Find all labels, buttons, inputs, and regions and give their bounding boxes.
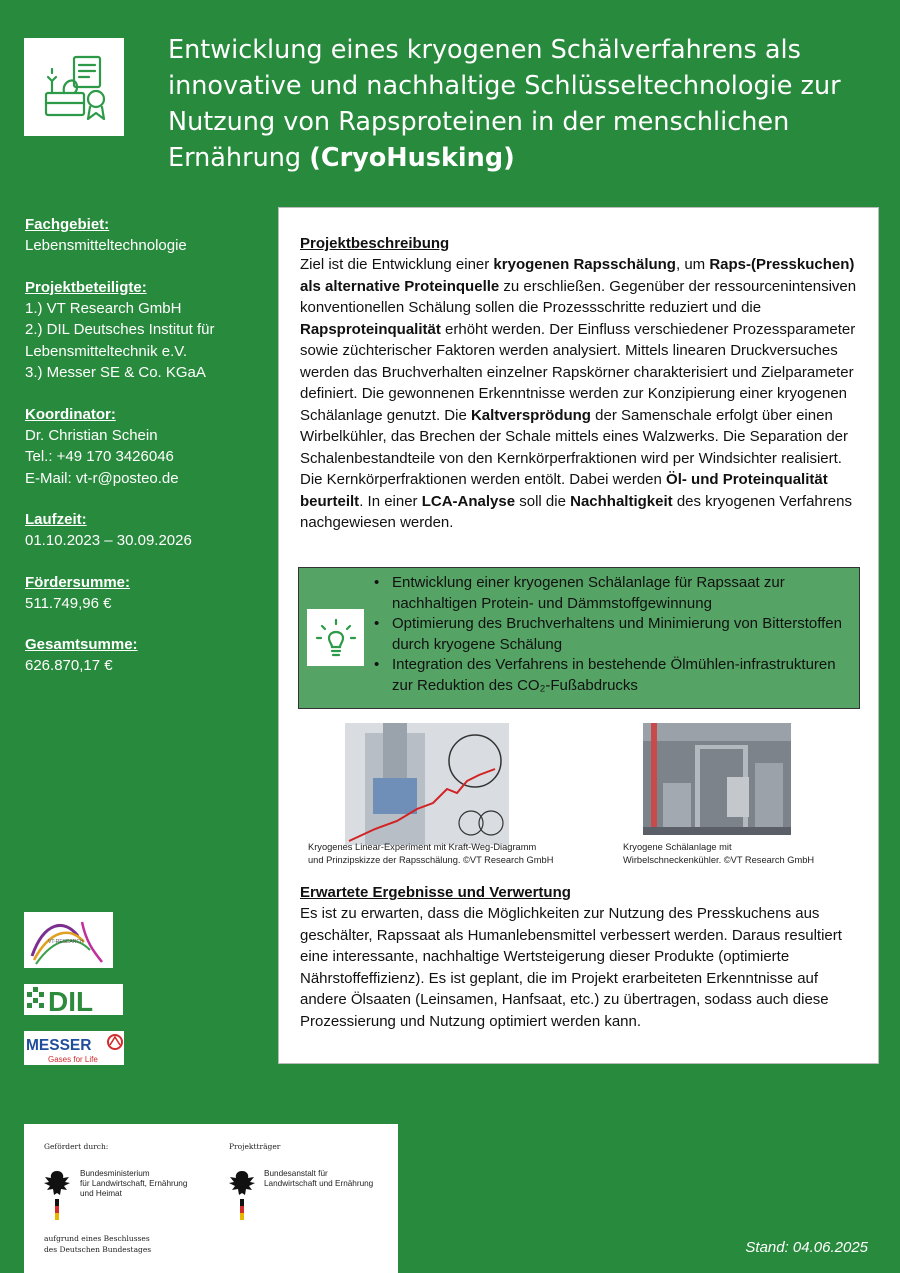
- agency-line: Bundesanstalt für: [264, 1169, 328, 1178]
- desc-fragment: erhöht werden. Der Einfluss verschiedener Prozessparameter sowie züchterischer Faktoren werden analysiert. Mittels linearen Druckversuches werden das Bruchverhalten einzelner Rapskörner charakterisiert und Zielparameter definiert. Die gewonnenen Erkenntnisse werden zur Konzipierung einer kryogenen Schälanlage genutzt. Die: [300, 320, 856, 424]
- foerdersumme-title: Fördersumme:: [25, 573, 131, 591]
- figure-caption-1: [308, 841, 608, 866]
- desc-bold: Kaltversprödung: [470, 406, 591, 424]
- ministry-line: und Heimat: [80, 1189, 122, 1198]
- caption-line: Wirbelschneckenkühler. ©VT Research GmbH: [623, 854, 815, 865]
- description-text: [300, 254, 862, 534]
- vt-logo-text: VT-RESEARCH: [48, 939, 84, 945]
- main-content-panel: [278, 207, 879, 1064]
- desc-bold: Nachhaltigkeit: [570, 492, 673, 510]
- goal-item: • Integration des Verfahrens in bestehende Ölmühlen-infrastrukturen zur Reduktion des CO₂-Fußabdrucks: [374, 655, 854, 696]
- desc-bold: kryogenen Rapsschälung: [493, 256, 676, 273]
- caption-line: und Prinzipskizze der Rapsschälung. ©VT Research GmbH: [308, 854, 554, 865]
- fachgebiet-section: [25, 214, 265, 257]
- ministry-name: [80, 1169, 187, 1199]
- desc-fragment: . In einer: [359, 492, 422, 510]
- laufzeit-section: [25, 509, 265, 552]
- resolution-line: aufgrund eines Beschlusses: [44, 1234, 150, 1243]
- desc-bold: Öl- und Proteinqualität beurteilt: [300, 471, 828, 510]
- laufzeit-value: 01.10.2023 – 30.09.2026: [25, 532, 192, 549]
- messer-logo: [24, 1031, 124, 1065]
- beteiligte-line: 1.) VT Research GmbH: [25, 299, 182, 317]
- messer-logo-text: MESSER: [26, 1037, 92, 1054]
- title-acronym: (CryoHusking): [309, 143, 515, 173]
- laufzeit-title: Laufzeit:: [25, 511, 87, 528]
- linear-experiment-photo: [345, 723, 509, 845]
- project-logo: [24, 38, 124, 136]
- stand-date: Stand: 04.06.2025: [745, 1239, 868, 1256]
- bulb-icon-box: [307, 609, 364, 666]
- desc-bold: Raps-(Presskuchen) als alternative Proteinquelle: [300, 256, 855, 295]
- beteiligte-line: Lebensmitteltechnik e.V.: [25, 342, 188, 360]
- beteiligte-line: 2.) DIL Deutsches Institut für: [25, 321, 215, 338]
- goals-list: [374, 573, 854, 696]
- federal-eagle-icon: [42, 1167, 72, 1221]
- description-heading: Projektbeschreibung: [300, 235, 450, 252]
- gesamtsumme-title: Gesamtsumme:: [25, 636, 138, 653]
- project-facts-sidebar: [25, 214, 265, 697]
- beteiligte-section: [25, 277, 265, 384]
- desc-bold: LCA-Analyse: [421, 492, 516, 510]
- title-text: Entwicklung eines kryogenen Schälverfahrens als innovative und nachhaltige Schlüsseltechnologie zur Nutzung von Rapsproteinen in der menschlichen Ernährung: [168, 35, 841, 173]
- vt-research-logo: [24, 912, 113, 968]
- fachgebiet-title: Fachgebiet:: [25, 216, 110, 233]
- fachgebiet-value: Lebensmitteltechnologie: [25, 237, 187, 254]
- ministry-line: für Landwirtschaft, Ernährung: [80, 1179, 188, 1188]
- lightbulb-icon: [314, 616, 358, 660]
- gesamtsumme-value: 626.870,17 €: [25, 657, 113, 674]
- funding-box: [24, 1124, 398, 1273]
- goals-box: [298, 567, 860, 709]
- koordinator-section: [25, 404, 265, 490]
- desc-fragment: soll die: [515, 492, 571, 510]
- dil-logo-text: DIL: [48, 986, 94, 1015]
- caption-line: Kryogene Schälanlage mit: [623, 842, 732, 852]
- results-section: [300, 882, 865, 1032]
- desc-bold: Rapsproteinqualität: [300, 320, 441, 338]
- agency-line: Landwirtschaft und Ernährung: [264, 1179, 374, 1188]
- desc-fragment: Ziel ist die Entwicklung einer: [300, 256, 494, 273]
- gesamtsumme-section: [25, 634, 265, 677]
- desc-fragment: zu erschließen. Gegenüber der ressourcenintensiven konventionellen Schälung sollen die Prozessschritte reduziert und die: [300, 277, 857, 316]
- foerdersumme-value: 511.749,96 €: [25, 594, 112, 612]
- desc-fragment: der Samenschale erfolgt über einen Wirbelkühler, das Brechen der Schale mittels eines Walzwerks. Die Separation der Schalenbestandteile von den Kernkörperfraktionen wird per Windsichter realisiert. Die Kernkörperfraktionen werden entölt. Dabei werden: [300, 406, 849, 488]
- goal-item: • Entwicklung einer kryogenen Schälanlage für Rapssaat zur nachhaltigen Protein- und Dämmstoffgewinnung: [374, 573, 854, 614]
- agri-food-basket-icon: [34, 47, 114, 127]
- goal-item: • Optimierung des Bruchverhaltens und Minimierung von Bitterstoffen durch kryogene Schälung: [374, 614, 854, 655]
- desc-fragment: des kryogenen Verfahrens nachgewiesen werden.: [300, 492, 852, 531]
- dil-logo: [24, 984, 123, 1015]
- caption-line: Kryogenes Linear-Experiment mit Kraft-Weg-Diagramm: [308, 842, 537, 852]
- desc-fragment: , um: [675, 256, 710, 273]
- agency-name: [264, 1169, 373, 1189]
- resolution-line: des Deutschen Bundestages: [44, 1245, 152, 1254]
- beteiligte-title: Projektbeteiligte:: [25, 278, 147, 296]
- koordinator-phone: Tel.: +49 170 3426046: [25, 448, 174, 465]
- beteiligte-line: 3.) Messer SE & Co. KGaA: [25, 364, 206, 381]
- foerdersumme-section: [25, 572, 265, 615]
- federal-eagle-icon: [227, 1167, 257, 1221]
- bundestag-resolution: [44, 1233, 151, 1255]
- husking-plant-photo: [643, 723, 791, 835]
- koordinator-email: E-Mail: vt-r@posteo.de: [25, 469, 179, 487]
- results-text: Es ist zu erwarten, dass die Möglichkeiten zur Nutzung des Presskuchens aus geschälter, Rapssaat als Humanlebensmittel verbessert werden. Daraus resultiert eine interessante, nachhaltige Wertsteigerung dieser Produkte (optimierte Nährstoffeffizienz). Es ist geplant, die im Projekt erarbeiteten Erkenntnisse auf andere Ölsaaten (Leinsamen, Hanfsaat, etc.) zu übertragen, sodass auch diese Prozessierung und Nutzung optimiert werden kann.: [300, 905, 842, 1030]
- project-description: [300, 233, 862, 534]
- ministry-line: Bundesministerium: [80, 1169, 150, 1178]
- koordinator-name: Dr. Christian Schein: [25, 426, 158, 444]
- funded-by-label: Gefördert durch:: [44, 1142, 109, 1151]
- project-agency-label: Projektträger: [229, 1142, 281, 1151]
- koordinator-title: Koordinator:: [25, 405, 116, 423]
- figure-caption-2: [623, 841, 873, 866]
- poster-title: [168, 32, 868, 176]
- results-heading: Erwartete Ergebnisse und Verwertung: [300, 884, 571, 901]
- messer-tagline: Gases for Life: [48, 1055, 98, 1064]
